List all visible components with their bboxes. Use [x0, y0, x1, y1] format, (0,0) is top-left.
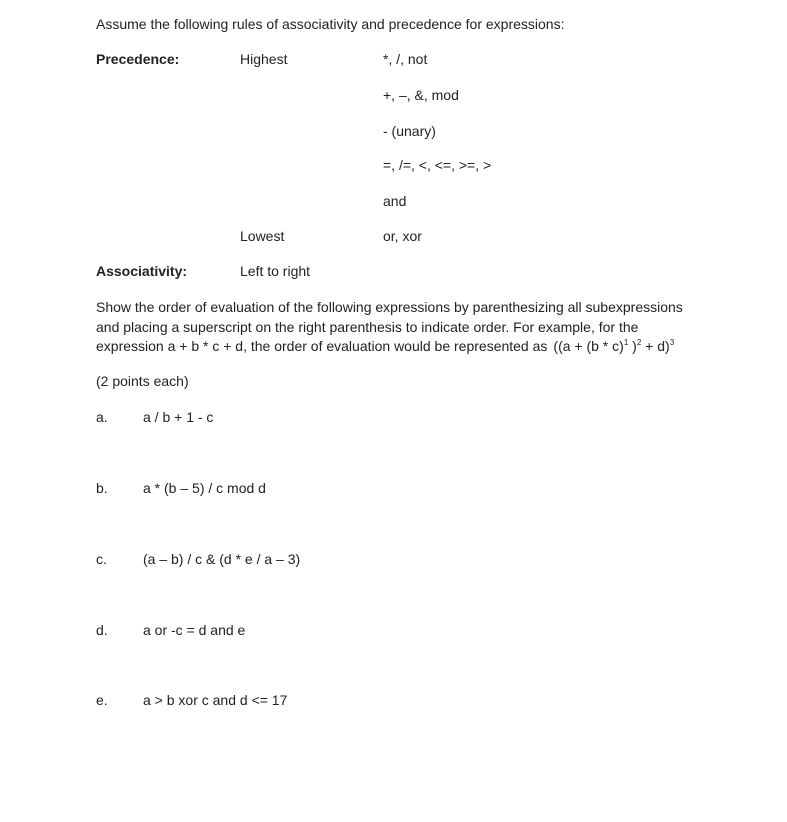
problem-letter-e: e.: [96, 692, 108, 708]
example-sup-2: 2: [636, 338, 642, 347]
precedence-highest: Highest: [240, 51, 288, 67]
instructions-line-2: and placing a superscript on the right parenthesis to indicate order. For example, for the: [96, 318, 639, 335]
precedence-level-2: +, –, &, mod: [383, 87, 459, 103]
problem-expression-c: (a – b) / c & (d * e / a – 3): [143, 551, 301, 567]
example-sup-1: 1: [623, 338, 629, 347]
precedence-level-1: *, /, not: [383, 51, 428, 67]
problem-letter-d: d.: [96, 622, 108, 638]
points-note: (2 points each): [96, 373, 189, 389]
instructions-line-1: Show the order of evaluation of the following expressions by parenthesizing all subexpressions: [96, 299, 683, 315]
precedence-level-6: or, xor: [383, 228, 422, 244]
example-sup-3: 3: [669, 338, 675, 347]
problem-expression-d: a or -c = d and e: [143, 622, 246, 638]
intro-text: Assume the following rules of associativity and precedence for expressions:: [96, 16, 565, 32]
associativity-value: Left to right: [240, 263, 311, 279]
precedence-level-5: and: [383, 193, 407, 209]
associativity-label: Associativity:: [96, 263, 188, 279]
problem-expression-b: a * (b – 5) / c mod d: [143, 480, 266, 496]
precedence-level-3: - (unary): [383, 123, 436, 139]
instructions-line-3: [96, 337, 736, 357]
instructions-paragraph: [96, 298, 736, 357]
example-part-3: + d): [641, 338, 670, 354]
instructions-line-3-text: expression a + b * c + d, the order of evaluation would be represented as: [96, 338, 548, 354]
problem-letter-a: a.: [96, 409, 108, 425]
problem-letter-b: b.: [96, 480, 108, 496]
example-part-1: ((a + (b * c): [553, 338, 624, 354]
precedence-lowest: Lowest: [240, 228, 285, 244]
precedence-label: Precedence:: [96, 51, 180, 67]
example-expression: [553, 338, 674, 354]
problem-letter-c: c.: [96, 551, 107, 567]
problem-expression-a: a / b + 1 - c: [143, 409, 214, 425]
precedence-level-4: =, /=, <, <=, >=, >: [383, 157, 492, 173]
example-part-2: ): [628, 338, 637, 354]
problem-expression-e: a > b xor c and d <= 17: [143, 692, 288, 708]
